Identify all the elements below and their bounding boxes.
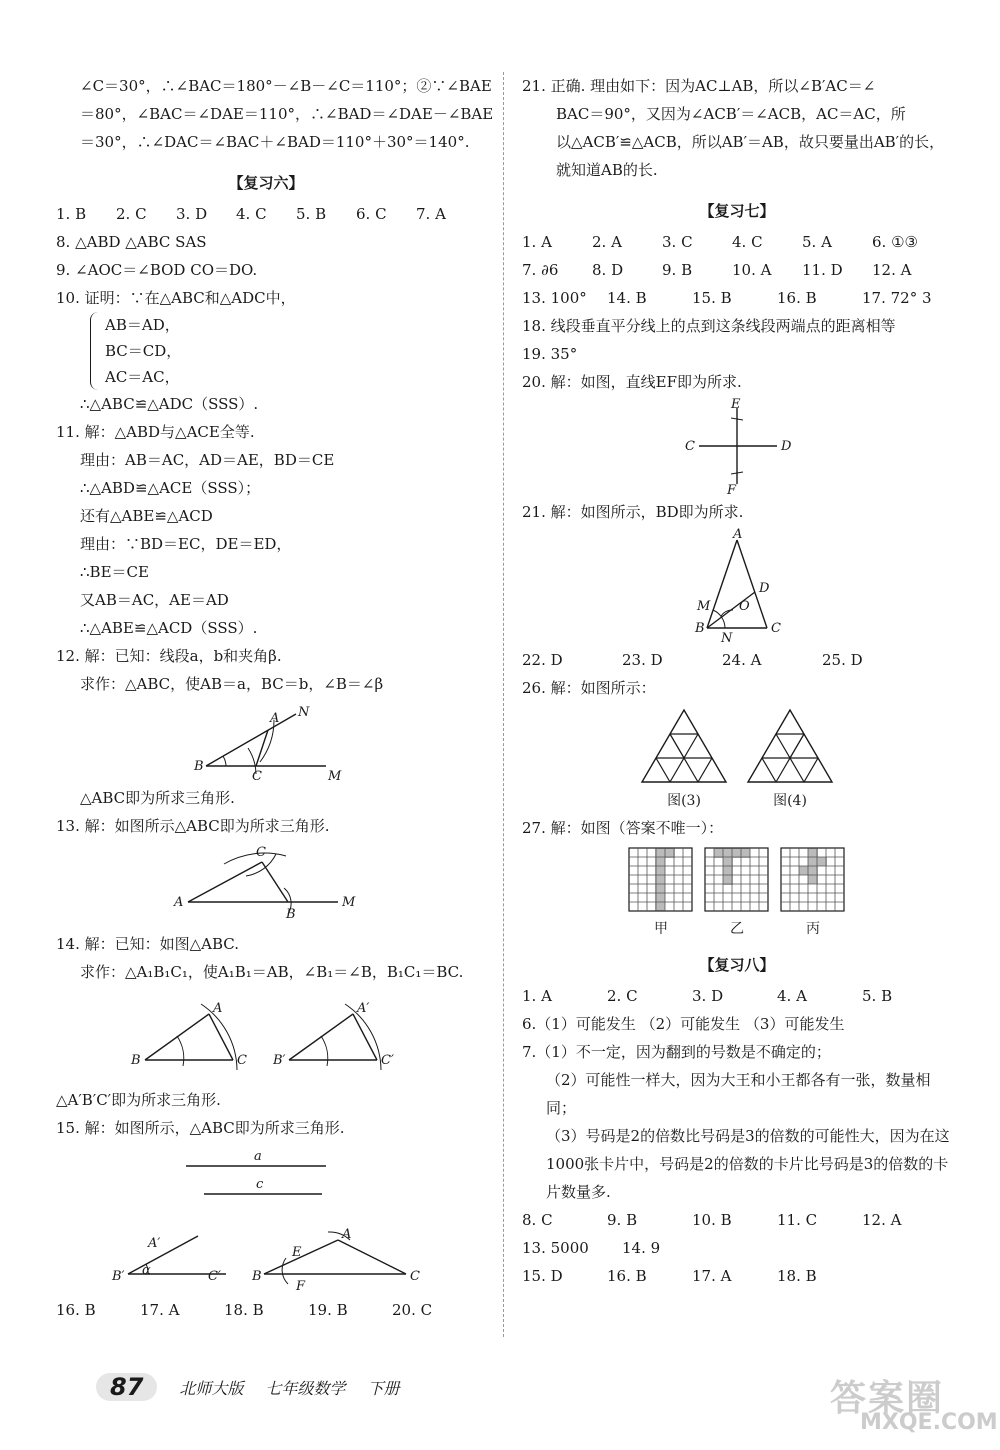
label: B xyxy=(252,1269,262,1284)
answer: 10. B xyxy=(692,1211,732,1229)
q20-figure xyxy=(677,398,797,496)
q12-figure xyxy=(186,700,346,782)
q7-line: （2）可能性一样大，因为大王和小王都各有一张，数量相同； xyxy=(546,1071,931,1117)
answer: 6. ①③ xyxy=(872,233,918,251)
answer: 2. A xyxy=(592,233,622,251)
figure-caption: 乙 xyxy=(730,921,744,937)
left-column xyxy=(56,72,494,1324)
label: A′ xyxy=(148,1236,161,1251)
label: C xyxy=(410,1269,420,1284)
answer: 1. A xyxy=(522,233,552,251)
answer: 1. B xyxy=(56,205,87,223)
triangle-figure-4 xyxy=(744,706,836,786)
q11-line: 理由：∵BD＝EC，DE＝ED， xyxy=(80,535,292,553)
answer: 4. A xyxy=(777,987,807,1005)
answer: 11. C xyxy=(777,1211,818,1229)
answer: 16. B xyxy=(607,1267,647,1285)
q11-line: ∴△ABD≌△ACE（SSS）； xyxy=(80,479,261,497)
label: O xyxy=(739,599,750,614)
figure-caption: 图(4) xyxy=(773,793,807,809)
answer: 5. B xyxy=(296,205,327,223)
q20-line: 20. 解：如图，直线EF即为所求. xyxy=(522,373,742,391)
answer: 8. D xyxy=(592,261,624,279)
answer: 14. B xyxy=(607,289,647,307)
answer: 18. B xyxy=(224,1301,264,1319)
q14-result: △A′B′C′即为所求三角形. xyxy=(56,1091,221,1109)
figure-caption: 丙 xyxy=(806,921,820,937)
answer: 2. C xyxy=(116,205,147,223)
answer: 5. A xyxy=(802,233,832,251)
q6: 6.（1）可能发生 （2）可能发生 （3）可能发生 xyxy=(522,1015,845,1033)
answer: 3. D xyxy=(692,987,724,1005)
q21b-figure xyxy=(677,528,797,644)
label: C xyxy=(771,621,781,636)
answer: 20. C xyxy=(392,1301,433,1319)
page-number: 87 xyxy=(96,1373,157,1401)
q10-tail: ∴△ABC≌△ADC（SSS）. xyxy=(80,395,259,413)
section-title-6: 【复习六】 xyxy=(228,174,304,192)
right-column xyxy=(522,72,952,1290)
q10-head: 10. 证明：∵在△ABC和△ADC中， xyxy=(56,289,296,307)
q21a-line: BAC＝90°，又因为∠ACB′＝∠ACB，AC＝AC，所 xyxy=(556,105,906,123)
answer-row xyxy=(522,982,952,1010)
q14-line: 14. 解：已知：如图△ABC. xyxy=(56,935,240,953)
figure-caption: 图(3) xyxy=(667,793,701,809)
watermark-text: 答案圈 xyxy=(830,1378,945,1419)
answer: 2. C xyxy=(607,987,638,1005)
answer: 22. D xyxy=(522,651,563,669)
label: E xyxy=(292,1245,302,1260)
watermark-url: MXQE.COM xyxy=(860,1410,998,1435)
label: M xyxy=(342,895,356,910)
label: α xyxy=(142,1263,151,1278)
label: M xyxy=(328,769,342,782)
q7-line: （3）号码是2的倍数比号码是3的倍数的可能性大，因为在这1000张卡片中，号码是2的倍数的卡片比号码是3的倍数的卡片数量多. xyxy=(546,1127,950,1201)
answer: 17. 72° 3 xyxy=(862,289,932,307)
answer: 11. D xyxy=(802,261,843,279)
label: A xyxy=(174,895,184,910)
label: A xyxy=(733,528,743,542)
q26-figures xyxy=(522,706,952,810)
intro-line: ＝80°，∠BAC＝∠DAE＝110°，∴∠BAD＝∠DAE－∠BAE xyxy=(80,105,494,123)
label: E xyxy=(731,398,741,412)
answer: 9. B xyxy=(662,261,693,279)
q21a-line: 就知道AB的长. xyxy=(556,161,658,179)
answer: 15. B xyxy=(692,289,732,307)
triangle-figure-3 xyxy=(638,706,730,786)
label: D xyxy=(781,439,792,454)
answer: 12. A xyxy=(872,261,912,279)
q10-eq: AC＝AC， xyxy=(105,368,180,386)
q15-line: 15. 解：如图所示，△ABC即为所求三角形. xyxy=(56,1119,345,1137)
answer: 23. D xyxy=(622,651,663,669)
answer-row xyxy=(56,200,476,228)
q14-line: 求作：△A₁B₁C₁，使A₁B₁＝AB，∠B₁＝∠B，B₁C₁＝BC. xyxy=(80,963,464,981)
answer: 7. ∂6 xyxy=(522,261,559,279)
answer-row xyxy=(522,228,952,256)
answer: 10. A xyxy=(732,261,772,279)
q11-line: 又AB＝AC，AE＝AD xyxy=(80,591,229,609)
answer: 9. B xyxy=(607,1211,638,1229)
label: C xyxy=(256,845,266,860)
label: a xyxy=(254,1149,262,1164)
label: B xyxy=(131,1053,141,1068)
grid-figure-jia xyxy=(627,846,695,914)
label: A′ xyxy=(357,1001,370,1016)
answer: 14. 9 xyxy=(622,1239,661,1257)
section-title-8: 【复习八】 xyxy=(699,956,775,974)
label: A xyxy=(270,711,280,726)
answer-row xyxy=(522,256,952,284)
q13-figure xyxy=(166,842,366,928)
label: B xyxy=(194,759,204,774)
answer: 16. B xyxy=(56,1301,96,1319)
label: N xyxy=(721,631,733,644)
q10-eq: AB＝AD， xyxy=(105,316,180,334)
q10-eq: BC＝CD， xyxy=(105,342,182,360)
answer: 17. A xyxy=(692,1267,732,1285)
label: M xyxy=(697,599,711,614)
q21b-line: 21. 解：如图所示，BD即为所求. xyxy=(522,503,744,521)
label: C xyxy=(685,439,695,454)
q11-line: 还有△ABE≌△ACD xyxy=(80,507,213,525)
label: C xyxy=(252,769,262,782)
label: C xyxy=(237,1053,247,1068)
q12-line: 12. 解：已知：线段a，b和夹角β. xyxy=(56,647,282,665)
label: C′ xyxy=(208,1269,221,1284)
publisher: 北师大版 xyxy=(179,1378,244,1398)
q7-line: 7.（1）不一定，因为翻到的号数是不确定的； xyxy=(522,1043,831,1061)
q19: 19. 35° xyxy=(522,345,578,363)
grade: 七年级数学 xyxy=(265,1378,346,1398)
q14-figure-1 xyxy=(129,990,259,1082)
label: B xyxy=(695,621,705,636)
answer: 4. C xyxy=(732,233,763,251)
q18: 18. 线段垂直平分线上的点到这条线段两端点的距离相等 xyxy=(522,317,896,335)
answer: 15. D xyxy=(522,1267,563,1285)
q10-system xyxy=(56,312,476,390)
answer: 16. B xyxy=(777,289,817,307)
q15-figure xyxy=(106,1144,426,1294)
label: F xyxy=(296,1279,306,1294)
answer: 19. B xyxy=(308,1301,348,1319)
column-divider xyxy=(503,72,504,1337)
answer: 25. D xyxy=(822,651,863,669)
section-title-7: 【复习七】 xyxy=(699,202,775,220)
answer: 8. C xyxy=(522,1211,553,1229)
answer-row xyxy=(522,1262,952,1290)
answer: 3. C xyxy=(662,233,693,251)
label: F xyxy=(727,483,737,496)
label: A xyxy=(213,1001,223,1016)
q26-line: 26. 解：如图所示： xyxy=(522,679,656,697)
q27-line: 27. 解：如图（答案不唯一）： xyxy=(522,819,724,837)
answer: 3. D xyxy=(176,205,208,223)
answer: 13. 100° xyxy=(522,289,587,307)
q11-line: 理由：AB＝AC，AD＝AE，BD＝CE xyxy=(80,451,335,469)
answer: 13. 5000 xyxy=(522,1239,589,1257)
label: D xyxy=(759,581,770,596)
grid-figure-yi xyxy=(703,846,771,914)
label: A xyxy=(342,1227,352,1242)
label: C′ xyxy=(381,1053,394,1068)
q12-result: △ABC即为所求三角形. xyxy=(80,789,235,807)
label: c xyxy=(256,1177,264,1192)
answer: 5. B xyxy=(862,987,893,1005)
answer-row xyxy=(522,1206,952,1234)
answer: 17. A xyxy=(140,1301,180,1319)
answer: 4. C xyxy=(236,205,267,223)
q13-line: 13. 解：如图所示△ABC即为所求三角形. xyxy=(56,817,330,835)
q21a-line: 以△ACB′≌△ACB，所以AB′＝AB，故只要量出AB′的长， xyxy=(556,133,945,151)
q11-line: ∴△ABE≌△ACD（SSS）. xyxy=(80,619,258,637)
q11-line: 11. 解：△ABD与△ACE全等. xyxy=(56,423,255,441)
q12-line: 求作：△ABC，使AB＝a，BC＝b，∠B＝∠β xyxy=(80,675,384,693)
grid-figure-bing xyxy=(779,846,847,914)
label: N xyxy=(298,705,310,720)
answer: 7. A xyxy=(416,205,446,223)
answer-row xyxy=(522,646,952,674)
intro-line: ＝30°，∴∠DAC＝∠BAC＋∠BAD＝110°＋30°＝140°. xyxy=(80,133,470,151)
answer: 24. A xyxy=(722,651,762,669)
answer: 1. A xyxy=(522,987,552,1005)
answer: 12. A xyxy=(862,1211,902,1229)
brace xyxy=(90,312,99,390)
page-footer xyxy=(96,1370,399,1404)
q14-figure-2 xyxy=(273,990,403,1082)
label: B xyxy=(286,907,296,922)
q8: 8. △ABD △ABC SAS xyxy=(56,233,207,251)
figure-caption: 甲 xyxy=(654,921,668,937)
q9: 9. ∠AOC＝∠BOD CO＝DO. xyxy=(56,261,258,279)
q14-figures xyxy=(56,990,476,1082)
label: B′ xyxy=(112,1269,125,1284)
answer: 18. B xyxy=(777,1267,817,1285)
label: B′ xyxy=(273,1053,286,1068)
q11-line: ∴BE＝CE xyxy=(80,563,149,581)
watermark-logo xyxy=(830,1370,998,1444)
volume: 下册 xyxy=(367,1378,400,1398)
answer-row xyxy=(56,1296,476,1324)
intro-line: ∠C＝30°，∴∠BAC＝180°－∠B－∠C＝110°；②∵∠BAE xyxy=(80,77,492,95)
answer-row xyxy=(522,284,952,312)
answer: 6. C xyxy=(356,205,387,223)
q27-figures xyxy=(522,846,952,938)
q21a-line: 21. 正确. 理由如下：因为AC⊥AB，所以∠B′AC＝∠ xyxy=(522,77,876,95)
answer-row xyxy=(522,1234,952,1262)
